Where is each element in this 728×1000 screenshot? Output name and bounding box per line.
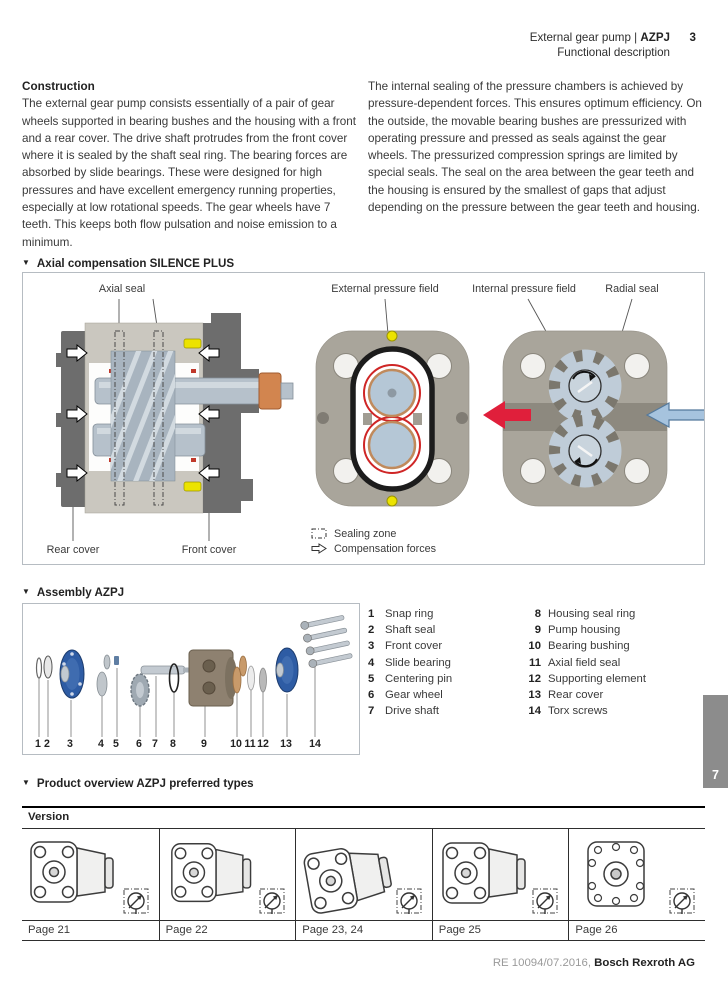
callout-number: 13 bbox=[280, 738, 292, 750]
page-header bbox=[530, 30, 696, 60]
hydraulic-symbol-icon bbox=[669, 888, 696, 915]
hydraulic-symbol-icon bbox=[532, 888, 559, 915]
axial-seal-label: Axial seal bbox=[98, 283, 146, 295]
sealing-zone-icon bbox=[311, 528, 327, 539]
pump-cell bbox=[295, 829, 432, 920]
callout-number: 6 bbox=[136, 738, 142, 750]
company-name: Bosch Rexroth AG bbox=[594, 957, 695, 969]
intro-right-column bbox=[368, 78, 704, 216]
pump-icon bbox=[574, 836, 666, 912]
product-overview-heading bbox=[22, 777, 254, 790]
pump-cell bbox=[432, 829, 569, 920]
part-item: 13 Rear cover bbox=[528, 689, 604, 702]
page-footer bbox=[493, 957, 695, 969]
callout-number: 5 bbox=[113, 738, 119, 750]
construction-heading: Construction bbox=[22, 80, 95, 93]
callout-number: 7 bbox=[152, 738, 158, 750]
assembly-title: Assembly AZPJ bbox=[36, 586, 125, 599]
page-reference[interactable]: Page 22 bbox=[159, 920, 296, 940]
callout-number: 8 bbox=[170, 738, 176, 750]
pump-cell bbox=[22, 829, 159, 920]
callout-number: 11 bbox=[244, 738, 256, 750]
part-item: 7 Drive shaft bbox=[368, 705, 439, 718]
hydraulic-symbol-icon bbox=[123, 888, 150, 915]
page-reference-row bbox=[22, 920, 705, 940]
part-item: 3 Front cover bbox=[368, 640, 443, 653]
section-tab-7[interactable]: 7 bbox=[703, 695, 728, 788]
callout-number: 10 bbox=[230, 738, 242, 750]
callout-number: 14 bbox=[309, 738, 321, 750]
part-item: 14 Torx screws bbox=[528, 705, 608, 718]
header-subtitle: Functional description bbox=[557, 46, 670, 59]
callout-number: 4 bbox=[98, 738, 104, 750]
parts-list-column-2 bbox=[523, 606, 646, 719]
callout-number: 9 bbox=[201, 738, 207, 750]
pump-icon bbox=[165, 836, 257, 910]
callout-number: 2 bbox=[44, 738, 50, 750]
compensation-forces-icon bbox=[311, 543, 327, 554]
sealing-paragraph: The internal sealing of the pressure chambers is achieved by pressure-dependent forces. This ensures optimum efficiency. On the outside, the movable bearing bushes are pressurized with operating pressure and pressed as seals against the gear wheels. The pressurized compression springs are limited by special seals. The seal on the area between the gear teeth and the housing is ensured by the smallest of gaps that adjust depending on the pressure between the gear teeth and housing. bbox=[368, 80, 702, 215]
hydraulic-symbol-icon bbox=[259, 888, 286, 915]
triangle-marker-icon: ▼ bbox=[22, 587, 30, 596]
pump-cell bbox=[568, 829, 705, 920]
assembly-figure bbox=[22, 603, 360, 755]
page-reference[interactable]: Page 26 bbox=[568, 920, 705, 940]
product-overview-title: Product overview AZPJ preferred types bbox=[36, 777, 254, 790]
external-pressure-field-label: External pressure field bbox=[331, 283, 439, 295]
part-item: 10 Bearing bushing bbox=[528, 640, 630, 653]
header-title-bold: AZPJ bbox=[640, 31, 670, 44]
callout-number: 12 bbox=[257, 738, 269, 750]
part-item: 8 Housing seal ring bbox=[534, 608, 636, 620]
page-reference[interactable]: Page 21 bbox=[22, 920, 159, 940]
axial-compensation-figure bbox=[22, 272, 705, 565]
page-reference[interactable]: Page 25 bbox=[432, 920, 569, 940]
pump-icon bbox=[27, 836, 119, 910]
intro-left-column bbox=[22, 78, 358, 251]
callout-number: 3 bbox=[67, 738, 73, 750]
compensation-forces-label: Compensation forces bbox=[334, 542, 437, 555]
exploded-view-drawing bbox=[23, 604, 359, 754]
pump-icon bbox=[438, 836, 530, 910]
front-cover-label: Front cover bbox=[181, 544, 237, 556]
product-overview-table bbox=[22, 806, 705, 941]
part-item: 4 Slide bearing bbox=[368, 656, 451, 669]
table-header-version: Version bbox=[22, 808, 705, 829]
hydraulic-symbol-icon bbox=[396, 888, 423, 915]
figure-legend bbox=[311, 526, 436, 556]
part-item: 6 Gear wheel bbox=[368, 689, 443, 702]
part-item: 5 Centering pin bbox=[368, 672, 453, 685]
axial-compensation-title: Axial compensation SILENCE PLUS bbox=[36, 257, 235, 270]
rear-cover-label: Rear cover bbox=[46, 544, 100, 556]
axial-compensation-drawing bbox=[23, 273, 704, 564]
header-title bbox=[530, 30, 696, 45]
part-item: 12 Supporting element bbox=[528, 672, 646, 685]
pump-icon bbox=[301, 836, 393, 914]
document-reference: RE 10094/07.2016, bbox=[492, 957, 591, 969]
page-reference[interactable]: Page 23, 24 bbox=[295, 920, 432, 940]
axial-compensation-heading bbox=[22, 257, 234, 270]
page-number: 3 bbox=[689, 31, 696, 44]
parts-list-column-1 bbox=[368, 606, 452, 719]
pump-cell bbox=[159, 829, 296, 920]
part-item: 2 Shaft seal bbox=[368, 624, 436, 637]
radial-seal-label: Radial seal bbox=[605, 283, 659, 295]
triangle-marker-icon: ▼ bbox=[22, 778, 30, 787]
pump-image-row bbox=[22, 829, 705, 920]
construction-paragraph: The external gear pump consists essentially of a pair of gear wheels supported in bearing bushes and the housing with a front and a rear cover. The drive shaft protrudes from the front cover where it is sealed by the shaft seal ring. The bearing forces are absorbed by slide bearings. These were designed for high pressures and have excellent emergency running properties, especially at low rotational speeds. The gear wheels have 7 teeth. This keeps both flow pulsation and noise emission to a minimum. bbox=[22, 97, 356, 249]
sealing-zone-label: Sealing zone bbox=[334, 527, 397, 540]
callout-number: 1 bbox=[35, 738, 41, 750]
part-item: 11 Axial field seal bbox=[529, 656, 621, 669]
part-item: 1 Snap ring bbox=[368, 608, 434, 620]
part-item: 9 Pump housing bbox=[534, 624, 621, 637]
triangle-marker-icon: ▼ bbox=[22, 258, 30, 267]
header-title-regular: External gear pump | bbox=[529, 31, 641, 44]
internal-pressure-field-label: Internal pressure field bbox=[472, 283, 576, 295]
assembly-heading bbox=[22, 586, 124, 599]
